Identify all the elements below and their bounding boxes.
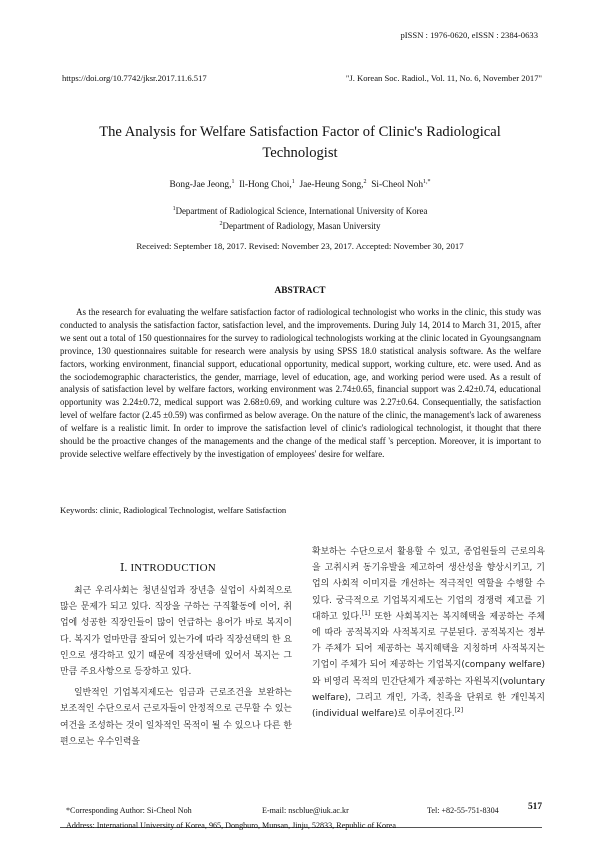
affiliation <box>60 206 540 216</box>
author-list <box>60 180 540 190</box>
affiliation-text: Department of Radiological Science, International University of Korea <box>175 206 428 216</box>
body-paragraph <box>312 544 545 722</box>
author-name: Si-Cheol Noh <box>371 180 424 190</box>
doi-link[interactable]: https://doi.org/10.7742/jksr.2017.11.6.517 <box>62 73 207 83</box>
page-number: 517 <box>527 802 542 812</box>
right-column <box>312 544 545 727</box>
author-sup: 1 <box>231 178 235 185</box>
received-dates: Received: September 18, 2017. Revised: November 23, 2017. Accepted: November 30, 2017 <box>136 241 464 251</box>
body-paragraph: 최근 우리사회는 청년실업과 장년층 실업이 사회적으로 많은 문제가 되고 있다. 직장을 구하는 구직활동에 이어, 취업에 성공한 직장인들이 많이 언급하는 용어가 바로 복지이다. 복지가 얼마만큼 잘되어 있는가에 따라 직장선택의 한 요인으로 생각하고 있기 때문에 직장선택에 있어서 복지는 그만큼 주요사항으로 등장하고 있다. <box>60 586 292 678</box>
paper-title: The Analysis for Welfare Satisfaction Factor of Clinic's Radiological Technologist <box>99 124 501 161</box>
affiliation <box>60 221 540 231</box>
body-text: 확보하는 수단으로서 활용할 수 있고, 종업원들의 근로의욕을 고취시켜 동기유발을 제고하여 생산성을 향상시키고, 기업의 사회적 이미지를 개선하는 적극적인 역할을 수행할 수 있다. 궁극적으로 기업복지제도는 기업의 경쟁력 제고를 기대하고 있다. <box>312 547 545 622</box>
affiliation-sup: 1 <box>172 206 176 213</box>
email[interactable]: E-mail: nscblue@iuk.ac.kr <box>262 806 349 815</box>
citation-ref[interactable]: [1] <box>361 609 371 617</box>
telephone: Tel: +82-55-751-8304 <box>427 806 499 815</box>
author-name: Jae-Heung Song, <box>299 180 364 190</box>
corresponding-author: *Corresponding Author: Si-Cheol Noh <box>66 806 192 815</box>
author-name: Bong-Jae Jeong, <box>169 180 232 190</box>
citation-ref[interactable]: [2] <box>454 707 464 715</box>
section-heading: Ⅰ. INTRODUCTION <box>120 562 216 574</box>
affiliation-sup: 2 <box>219 221 223 228</box>
body-paragraph: 일반적인 기업복지제도는 임금과 근로조건을 보완하는 보조적인 수단으로서 근로자들이 안정적으로 근무할 수 있는 여건을 조성하는 것이 일차적인 목적이 될 수 있으나 다른 한편으로는 우수인력을 <box>60 688 292 747</box>
journal-citation: "J. Korean Soc. Radiol., Vol. 11, No. 6, November 2017" <box>345 73 542 83</box>
abstract-heading: ABSTRACT <box>274 286 326 296</box>
author-sup: 1,* <box>423 178 431 185</box>
affiliation-text: Department of Radiology, Masan University <box>222 221 381 231</box>
left-column <box>60 583 292 755</box>
address: Address: International University of Korea, 965, Dongburo, Munsan, Jinju, 52833, Republic of Korea <box>66 821 396 830</box>
author-sup: 1 <box>291 178 295 185</box>
author-sup: 2 <box>363 178 367 185</box>
author-name: Il-Hong Choi, <box>239 180 292 190</box>
issn-line: pISSN : 1976-0620, eISSN : 2384-0633 <box>400 30 538 40</box>
body-text: 또한 사회복지는 복지혜택을 제공하는 주체에 따라 공적복지와 사적복지로 구분된다. 공적복지는 정부가 주체가 되어 제공하는 복지혜택을 지칭하며 사적복지는 기업이 주체가 되어 제공하는 기업복지(company welfare)와 비영리 목적의 민간단체가 제공하는 자원복지(voluntary welfare), 그리고 개인, 가족, 친족을 단위로 한 개인복지(individual welfare)로 이루어진다. <box>312 611 545 720</box>
abstract-paragraph: As the research for evaluating the welfare satisfaction factor of radiological technologist who works in the clinic, this study was conducted to analysis the satisfaction factor, satisfaction level, and the improvements. During July 14, 2014 to March 31, 2015, after we sent out a total of 150 questionnaires for the survey to radiological technologists working at the clinic located in Gyoungsangnam province, 130 questionnaires suitable for research were analysis by using SPSS 18.0 statistical analysis software. As the welfare factors, working environment, financial support, educational opportunity, medical support, working culture, etc. were used. And as the sociodemographic characteristics, the gender, marriage, level of education, age, and working period were used. As a result of analysis of satisfaction level by welfare factors, working environment was 2.74±0.65, financial support was 2.42±0.74, educational opportunity was 2.24±0.72, medical support was 2.68±0.69, and working culture was 2.27±0.64. Consequentially, the satisfaction level of welfare factor (2.45 ±0.59) was confirmed as below average. On the nature of the clinic, the management's lack of awareness of welfare is a realistic limit. In order to improve the satisfaction level of clinic's radiological technologist, it thought that there should be the proactive changes of the managements and the change of the medical staff 's perception. Moreover, it is important to provide selective welfare effectively by the investigation of employees' desire for welfare. <box>60 307 541 459</box>
abstract-body <box>60 306 541 461</box>
keywords: Keywords: clinic, Radiological Technologist, welfare Satisfaction <box>60 505 287 515</box>
